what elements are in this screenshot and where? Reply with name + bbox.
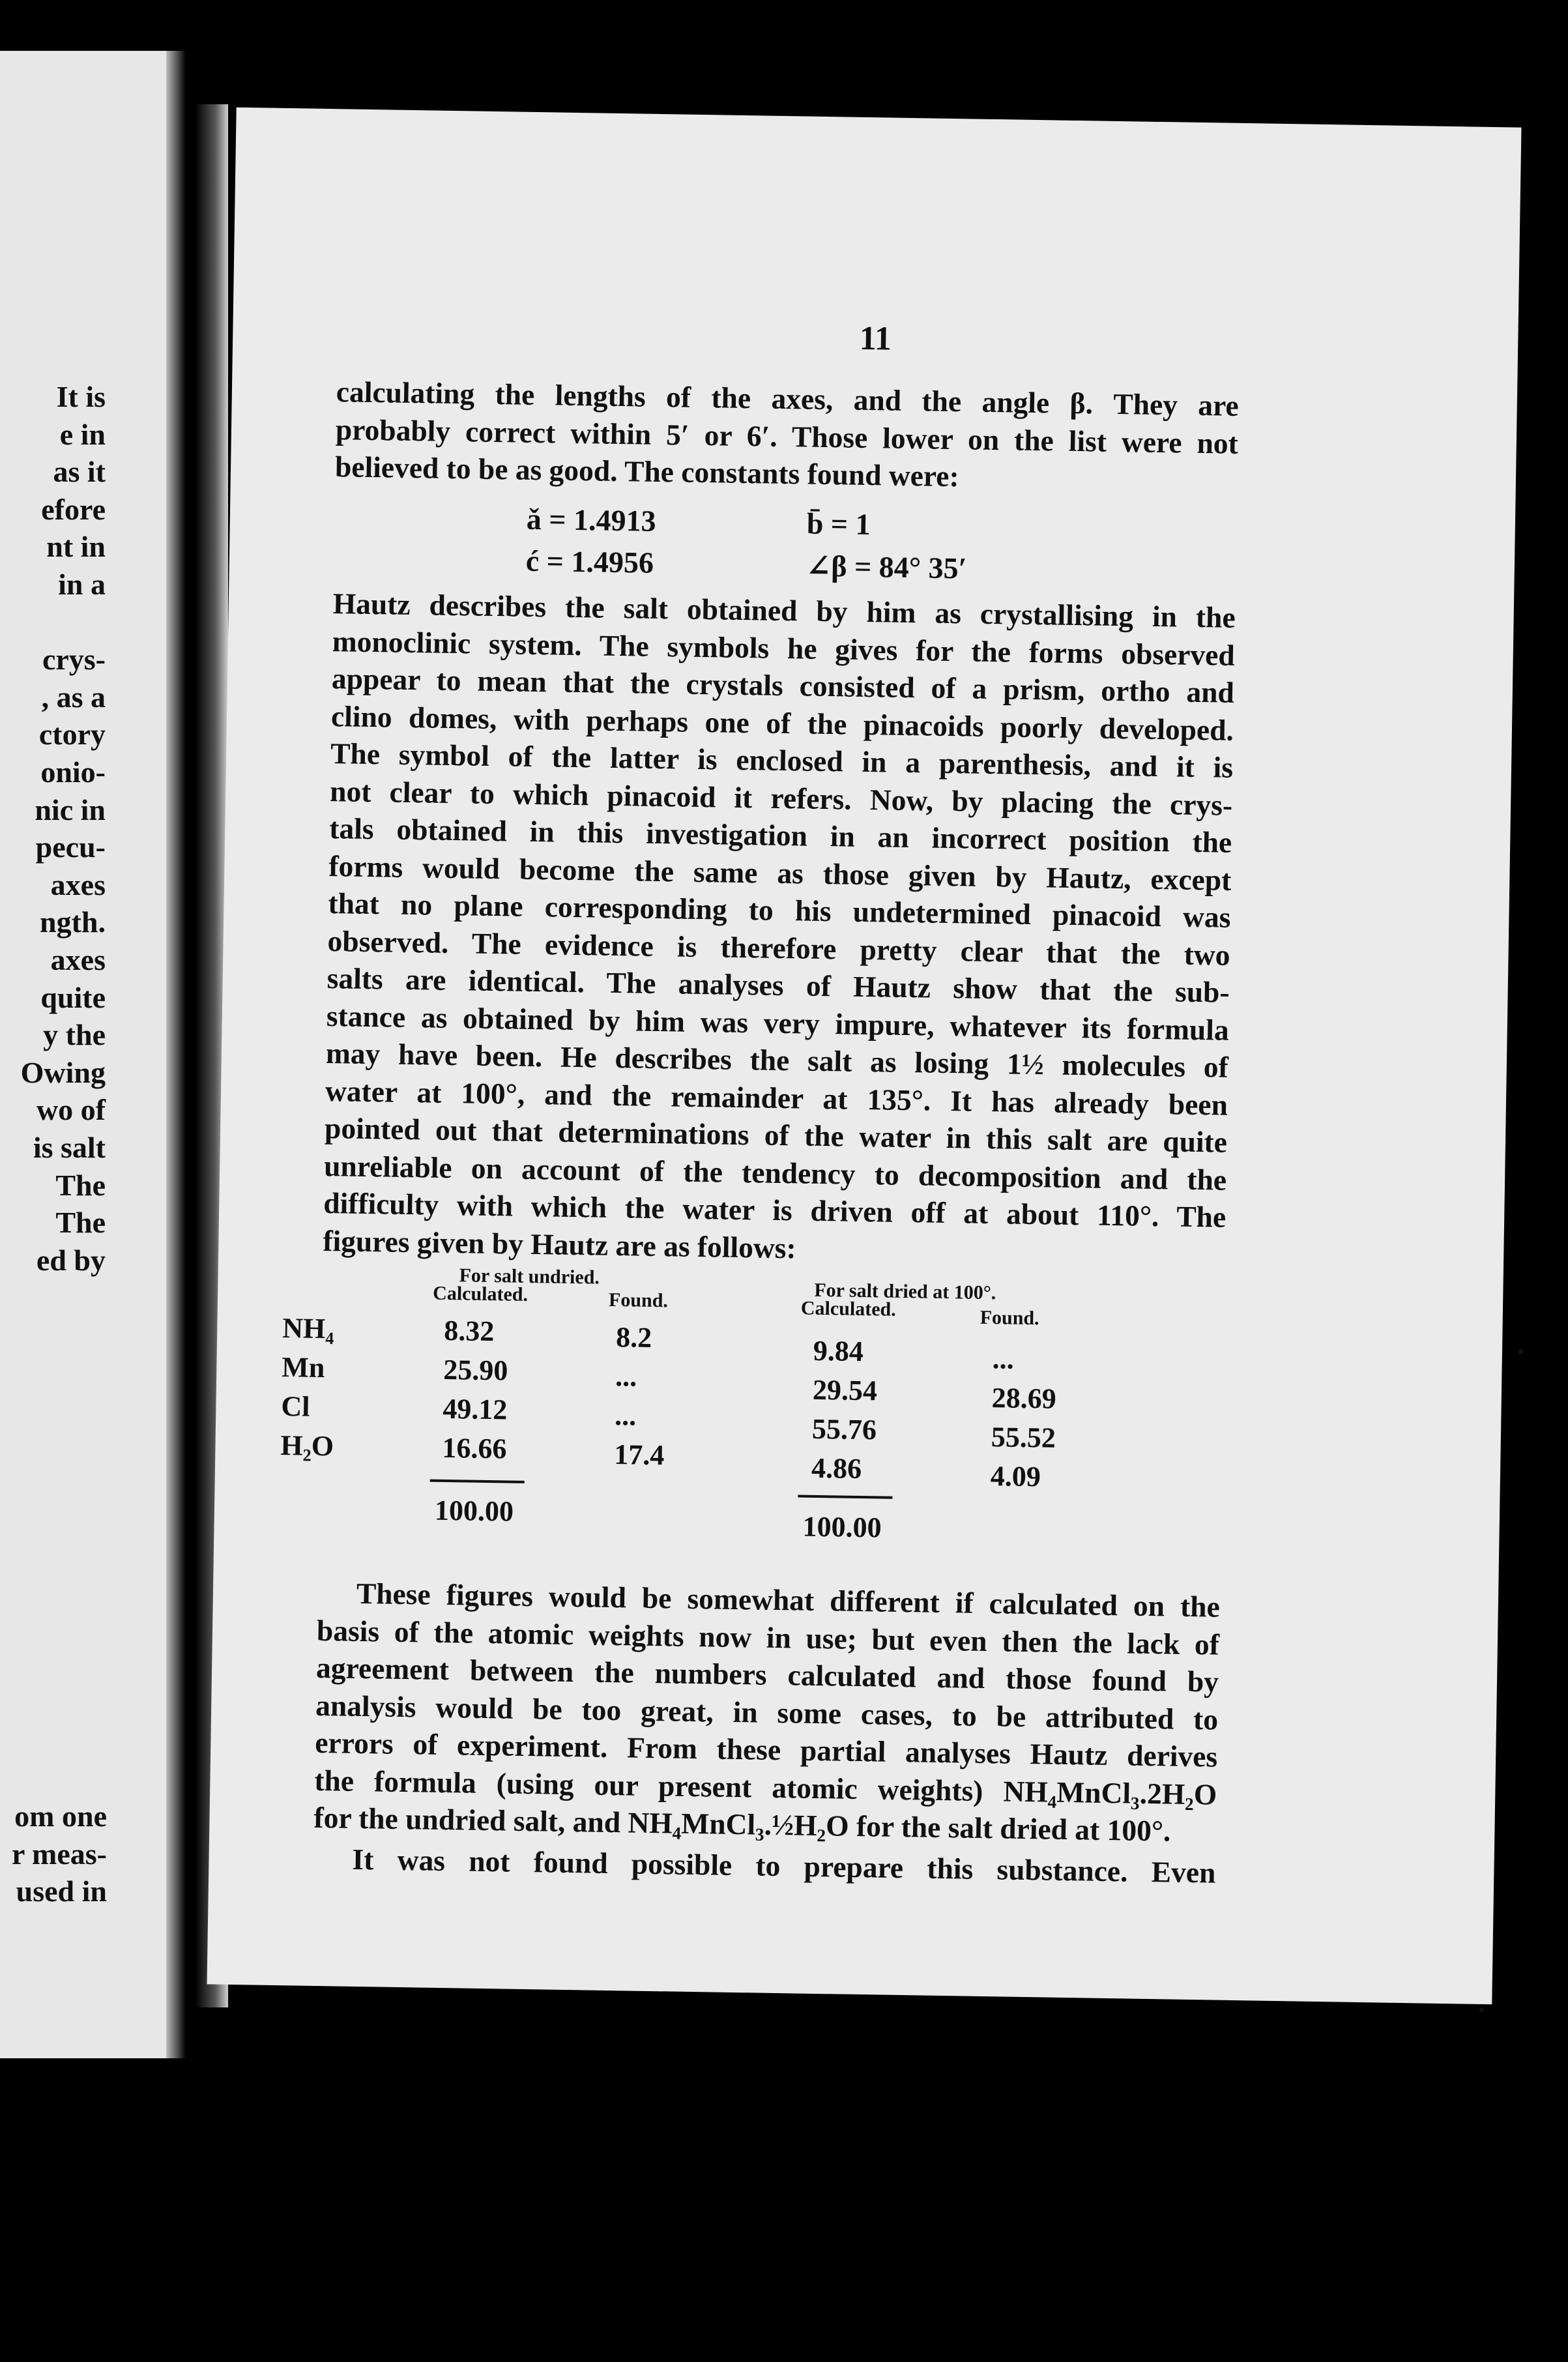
constant-beta: ∠β = 84° 35′ bbox=[806, 549, 967, 585]
constant-b: b̄ = 1 bbox=[806, 506, 871, 542]
row-label: NH₄ bbox=[282, 1312, 334, 1345]
text-line: probably correct within 5′ or 6′. Those lower on the list were not bbox=[335, 412, 1239, 460]
text-line: It was not found possible to prepare this substance. Even bbox=[352, 1842, 1216, 1889]
facing-page-line: crys- bbox=[42, 643, 106, 677]
facing-page-line: pecu- bbox=[35, 830, 106, 864]
facing-page-line: r meas- bbox=[11, 1837, 107, 1871]
text-line: not clear to which pinacoid it refers. Now, by placing the crys- bbox=[329, 774, 1233, 822]
text-line: pointed out that determinations of the water in this salt are quite bbox=[324, 1111, 1228, 1159]
hautz-paragraph bbox=[323, 585, 1236, 1274]
table-cell: 8.2 bbox=[615, 1321, 652, 1354]
facing-page-line: onio- bbox=[40, 755, 106, 789]
text-line: agreement between the numbers calculated and those found by bbox=[315, 1650, 1219, 1699]
row-label: Mn bbox=[282, 1351, 325, 1384]
row-label: H₂O bbox=[280, 1429, 334, 1463]
facing-page-line: ngth. bbox=[40, 905, 106, 939]
facing-page-line: The bbox=[55, 1168, 106, 1202]
closing-paragraph bbox=[313, 1574, 1220, 1850]
facing-page-line: Owing bbox=[20, 1055, 106, 1089]
text-line: believed to be as good. The constants found were: bbox=[334, 450, 960, 493]
facing-page-line: as it bbox=[53, 455, 106, 489]
facing-page-line: e in bbox=[59, 417, 106, 451]
table-cell: ... bbox=[992, 1343, 1015, 1375]
text-line: clino domes, with perhaps one of the pinacoids poorly developed. bbox=[330, 699, 1234, 747]
text-line: basis of the atomic weights now in use; but even then the lack of bbox=[316, 1613, 1220, 1661]
group-header-undried: For salt undried. bbox=[459, 1264, 600, 1289]
table-cell: 4.09 bbox=[990, 1460, 1041, 1493]
facing-page-line: , as a bbox=[41, 680, 106, 714]
table-cell: 9.84 bbox=[813, 1334, 864, 1368]
text-line: salts are identical. The analyses of Hautz show that the sub- bbox=[327, 961, 1230, 1009]
facing-page-line: in a bbox=[58, 568, 106, 601]
text-line: appear to mean that the crystals consisted of a prism, ortho and bbox=[331, 662, 1235, 709]
text-line: monoclinic system. The symbols he gives for the forms observed bbox=[332, 624, 1236, 672]
text-line: water at 100°, and the remainder at 135°. It has already been bbox=[325, 1073, 1228, 1122]
text-line: the formula (using our present atomic weights) NH₄MnCl₃.2H₂O bbox=[314, 1763, 1217, 1811]
text-line: These figures would be somewhat different if calculated on the bbox=[356, 1576, 1221, 1624]
sum-rule-undried bbox=[430, 1480, 525, 1483]
page-number: 11 bbox=[859, 319, 892, 358]
facing-page-line: is salt bbox=[33, 1131, 106, 1164]
text-line: figures given by Hautz are as follows: bbox=[323, 1223, 797, 1264]
facing-page-line: quite bbox=[40, 980, 106, 1014]
text-line: forms would become the same as those given by Hautz, except bbox=[328, 849, 1232, 897]
constant-a: ǎ = 1.4913 bbox=[526, 502, 656, 538]
table-cell: 16.66 bbox=[442, 1431, 507, 1465]
group-header-dried: For salt dried at 100°. bbox=[814, 1279, 996, 1304]
total-dried: 100.00 bbox=[802, 1510, 882, 1544]
intro-paragraph bbox=[335, 373, 1240, 499]
text-line: calculating the lengths of the axes, and the angle β. They are bbox=[336, 375, 1240, 422]
table-cell: 29.54 bbox=[812, 1373, 878, 1407]
constant-c: ć = 1.4956 bbox=[525, 544, 654, 579]
facing-page-line: The bbox=[55, 1206, 106, 1240]
scan-speck bbox=[1518, 1349, 1524, 1354]
text-line: difficulty with which the water is driven off at about 110°. The bbox=[323, 1186, 1227, 1234]
left-gutter-shadow bbox=[166, 51, 186, 2058]
facing-page-line: It is bbox=[56, 380, 106, 413]
facing-page-line: axes bbox=[50, 868, 106, 901]
facing-page bbox=[0, 51, 177, 2058]
text-line: tals obtained in this investigation in an incorrect position the bbox=[328, 811, 1232, 859]
col-header-found-undried: Found. bbox=[608, 1289, 669, 1312]
col-header-found-dried: Found. bbox=[980, 1306, 1039, 1330]
text-line: that no plane corresponding to his undetermined pinacoid was bbox=[328, 886, 1231, 934]
table-cell: 8.32 bbox=[443, 1314, 495, 1348]
table-cell: ... bbox=[614, 1399, 637, 1432]
facing-page-line: nic in bbox=[35, 793, 106, 826]
facing-page-line: wo of bbox=[36, 1093, 106, 1127]
text-line: for the undried salt, and NH₄MnCl₃.½H₂O for the salt dried at 100°. bbox=[313, 1800, 1171, 1848]
text-line: stance as obtained by him was very impure, whatever its formula bbox=[326, 999, 1230, 1047]
facing-page-line: used in bbox=[16, 1874, 107, 1908]
facing-page-line: ed by bbox=[36, 1243, 106, 1277]
text-line: observed. The evidence is therefore pretty clear that the two bbox=[327, 924, 1230, 972]
col-header-calculated-dried: Calculated. bbox=[800, 1297, 896, 1320]
table-cell: 55.52 bbox=[991, 1421, 1056, 1454]
text-line: errors of experiment. From these partial analyses Hautz derives bbox=[314, 1725, 1218, 1773]
main-page bbox=[207, 108, 1522, 2005]
text-line: Hautz describes the salt obtained by him as crystallising in the bbox=[332, 587, 1236, 634]
col-header-calculated-undried: Calculated. bbox=[432, 1282, 529, 1305]
analysis-table bbox=[214, 1261, 1503, 1554]
facing-page-line: nt in bbox=[46, 530, 106, 564]
table-cell: 49.12 bbox=[443, 1392, 508, 1426]
row-label: Cl bbox=[281, 1390, 310, 1423]
table-cell: 17.4 bbox=[613, 1438, 665, 1472]
table-cell: 25.90 bbox=[443, 1353, 508, 1387]
table-cell: 55.76 bbox=[811, 1412, 877, 1446]
text-line: analysis would be too great, in some cases, to be attributed to bbox=[315, 1688, 1219, 1736]
total-undried: 100.00 bbox=[434, 1494, 514, 1528]
facing-page-line: ctory bbox=[38, 718, 106, 751]
table-cell: 4.86 bbox=[811, 1451, 862, 1485]
text-line: The symbol of the latter is enclosed in a parenthesis, and it is bbox=[330, 736, 1234, 784]
facing-page-line: om one bbox=[14, 1800, 107, 1833]
text-line: unreliable on account of the tendency to decomposition and the bbox=[323, 1148, 1227, 1197]
table-cell: 28.69 bbox=[991, 1382, 1057, 1415]
facing-page-line: efore bbox=[41, 492, 106, 526]
facing-page-line: y the bbox=[43, 1018, 106, 1052]
table-cell: ... bbox=[615, 1360, 637, 1393]
text-line: may have been. He describes the salt as losing 1½ molecules of bbox=[325, 1036, 1229, 1084]
scan-speck bbox=[1479, 2007, 1484, 2012]
sum-rule-dried bbox=[798, 1494, 892, 1498]
facing-page-line: axes bbox=[50, 943, 106, 976]
